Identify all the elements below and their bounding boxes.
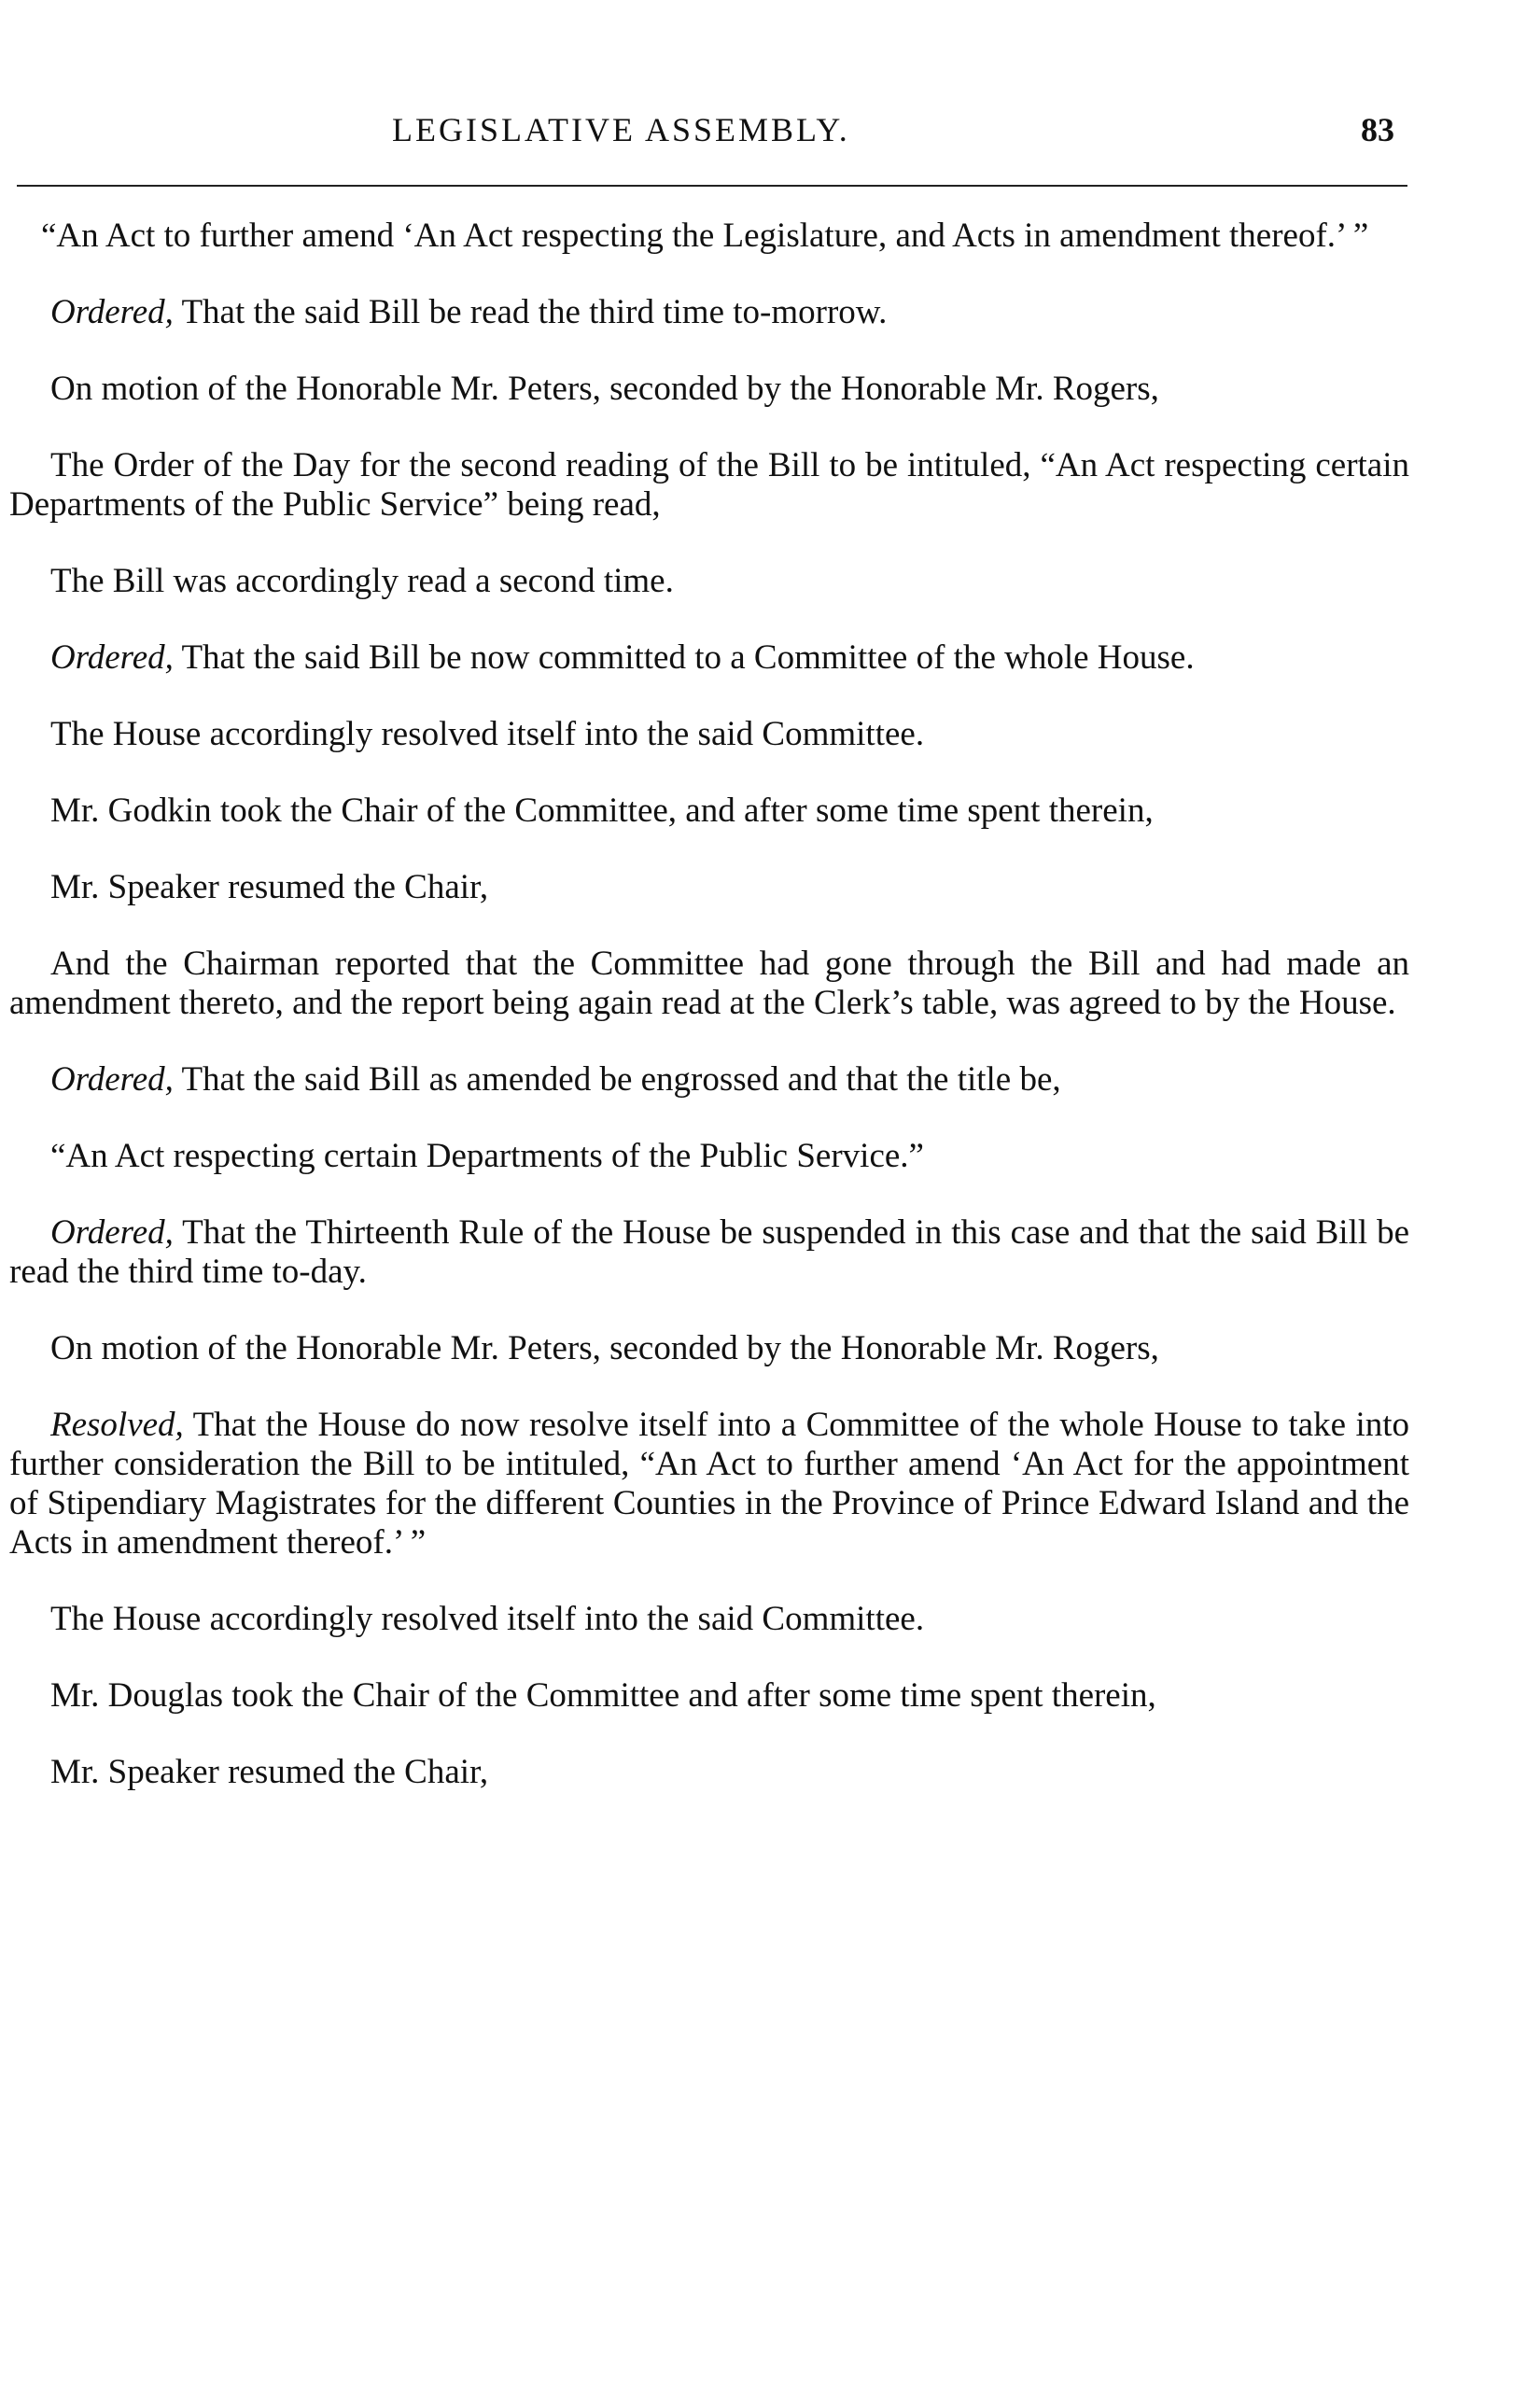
paragraph: The Bill was accordingly read a second time. bbox=[50, 562, 674, 600]
page-number: 83 bbox=[1361, 111, 1394, 148]
paragraph: Mr. Douglas took the Chair of the Committee and after some time spent therein, bbox=[50, 1676, 1156, 1715]
paragraph: Resolved, That the House do now resolve itself into a Committee of the whole House to take into further consideration the Bill to be intituled, “An Act to further amend ‘An Act for the appointment of Stipendiary Magistrates for the different Counties in the Province of Prince Edward Island and the Acts in amendment thereof.’ ” bbox=[9, 1406, 1409, 1562]
paragraph: “An Act to further amend ‘An Act respecting the Legislature, and Acts in amendment thereof.’ ” bbox=[41, 217, 1369, 255]
header-rule bbox=[17, 185, 1407, 187]
page-header bbox=[0, 110, 1540, 157]
paragraph: Ordered, That the said Bill be now committed to a Committee of the whole House. bbox=[50, 638, 1195, 677]
paragraph: Ordered, That the said Bill as amended be engrossed and that the title be, bbox=[50, 1060, 1061, 1099]
paragraph: Mr. Godkin took the Chair of the Committee, and after some time spent therein, bbox=[50, 792, 1154, 830]
paragraph: Mr. Speaker resumed the Chair, bbox=[50, 868, 489, 906]
paragraph: Mr. Speaker resumed the Chair, bbox=[50, 1753, 489, 1791]
paragraph: The Order of the Day for the second reading of the Bill to be intituled, “An Act respecting certain Departments of the Public Service” being read, bbox=[9, 446, 1409, 524]
paragraph: Ordered, That the said Bill be read the third time to-morrow. bbox=[50, 293, 888, 331]
paragraph: And the Chairman reported that the Committee had gone through the Bill and had made an amendment thereto, and the report being again read at the Clerk’s table, was agreed to by the House. bbox=[9, 945, 1409, 1022]
paragraph: The House accordingly resolved itself into the said Committee. bbox=[50, 715, 925, 753]
paragraph: “An Act respecting certain Departments of the Public Service.” bbox=[50, 1137, 924, 1175]
journal-body bbox=[9, 217, 1409, 1829]
paragraph: On motion of the Honorable Mr. Peters, seconded by the Honorable Mr. Rogers, bbox=[50, 1329, 1159, 1367]
paragraph: The House accordingly resolved itself into the said Committee. bbox=[50, 1600, 925, 1638]
running-title: LEGISLATIVE ASSEMBLY. bbox=[392, 111, 850, 148]
paragraph: On motion of the Honorable Mr. Peters, seconded by the Honorable Mr. Rogers, bbox=[50, 370, 1159, 408]
paragraph: Ordered, That the Thirteenth Rule of the House be suspended in this case and that the said Bill be read the third time to-day. bbox=[9, 1213, 1409, 1291]
